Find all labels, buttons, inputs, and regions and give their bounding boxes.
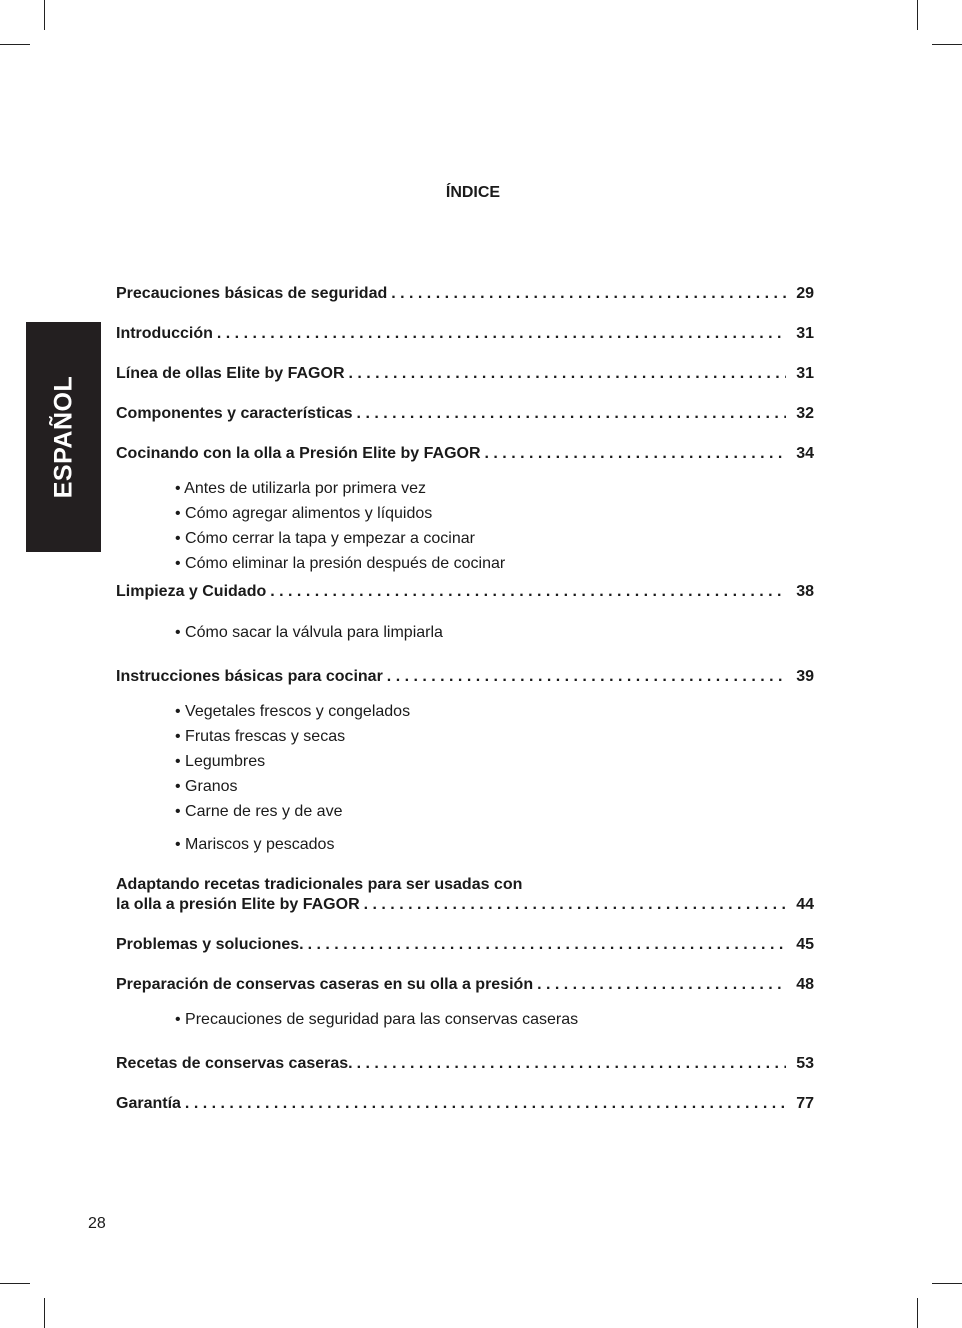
- toc-entry-page: 34: [796, 445, 814, 462]
- crop-mark: [932, 44, 962, 45]
- page-number: 28: [88, 1215, 106, 1232]
- toc-entry-label: Adaptando recetas tradicionales para ser usadas con: [116, 876, 523, 893]
- toc-leader-dots: [217, 324, 786, 344]
- toc-entry-label: Recetas de conservas caseras.: [116, 1055, 353, 1072]
- toc-entry-page: 77: [796, 1095, 814, 1112]
- toc-leader-dots: [391, 284, 786, 304]
- toc-subitem: • Legumbres: [175, 753, 266, 770]
- crop-mark: [44, 0, 45, 30]
- toc-entry-label: Introducción: [116, 325, 213, 342]
- crop-mark: [917, 1298, 918, 1328]
- toc-subitem: • Carne de res y de ave: [175, 803, 343, 820]
- page-title: ÍNDICE: [445, 184, 501, 201]
- table-of-contents: [116, 284, 814, 1114]
- toc-subitem: • Cómo sacar la válvula para limpiarla: [175, 624, 443, 641]
- toc-leader-dots: [270, 582, 786, 602]
- toc-entry-page: 39: [796, 668, 814, 685]
- toc-entry[interactable]: [116, 364, 814, 384]
- toc-entry[interactable]: [116, 1094, 814, 1114]
- toc-entry-page: 31: [796, 325, 814, 342]
- toc-subitem: • Precauciones de seguridad para las conservas caseras: [175, 1011, 579, 1028]
- toc-entry[interactable]: [116, 667, 814, 687]
- toc-entry[interactable]: [116, 582, 814, 602]
- toc-entry-page: 53: [796, 1055, 814, 1072]
- toc-leader-dots: [537, 975, 786, 995]
- toc-entry-label: la olla a presión Elite by FAGOR: [116, 896, 360, 913]
- toc-entry-label: Problemas y soluciones.: [116, 936, 304, 953]
- toc-entry[interactable]: [116, 284, 814, 304]
- language-tab-label: ESPAÑOL: [49, 375, 77, 499]
- toc-entry-label: Línea de ollas Elite by FAGOR: [116, 365, 345, 382]
- toc-entry-label: Garantía: [116, 1095, 181, 1112]
- toc-leader-dots: [387, 667, 786, 687]
- toc-entry-page: 29: [796, 285, 814, 302]
- toc-entry[interactable]: [116, 444, 814, 464]
- crop-mark: [0, 1283, 30, 1284]
- toc-subitems: [116, 1007, 814, 1032]
- toc-entry[interactable]: [116, 404, 814, 424]
- crop-mark: [932, 1283, 962, 1284]
- toc-entry-page: 45: [796, 936, 814, 953]
- toc-entry[interactable]: [116, 1054, 814, 1074]
- toc-entry-label: Componentes y características: [116, 405, 353, 422]
- toc-subitem: • Mariscos y pescados: [175, 836, 335, 853]
- toc-entry-page: 32: [796, 405, 814, 422]
- toc-entry-label: Precauciones básicas de seguridad: [116, 285, 388, 302]
- toc-leader-dots: [308, 935, 786, 955]
- toc-subitem: • Granos: [175, 778, 238, 795]
- toc-subitem: • Cómo agregar alimentos y líquidos: [175, 505, 433, 522]
- toc-entry-label: Cocinando con la olla a Presión Elite by FAGOR: [116, 445, 481, 462]
- toc-subitems: [116, 620, 814, 645]
- toc-entry-page: 48: [796, 976, 814, 993]
- toc-subitem: • Antes de utilizarla por primera vez: [175, 480, 427, 497]
- toc-entry-label: Preparación de conservas caseras en su olla a presión: [116, 976, 534, 993]
- toc-entry-label: Instrucciones básicas para cocinar: [116, 668, 383, 685]
- toc-entry[interactable]: [116, 324, 814, 344]
- toc-entry[interactable]: [116, 935, 814, 955]
- language-tab: [26, 322, 101, 552]
- toc-leader-dots: [185, 1094, 786, 1114]
- toc-entry-page: 38: [796, 583, 814, 600]
- toc-subitems: [116, 476, 814, 576]
- toc-subitems: [116, 699, 814, 857]
- toc-entry-page: 31: [796, 365, 814, 382]
- crop-mark: [917, 0, 918, 30]
- toc-leader-dots: [349, 364, 787, 384]
- toc-entry-label: Limpieza y Cuidado: [116, 583, 267, 600]
- toc-leader-dots: [357, 1054, 786, 1074]
- toc-subitem: • Frutas frescas y secas: [175, 728, 346, 745]
- toc-entry-page: 44: [796, 896, 814, 913]
- toc-subitem: • Vegetales frescos y congelados: [175, 703, 411, 720]
- toc-subitem: • Cómo cerrar la tapa y empezar a cocinar: [175, 530, 475, 547]
- toc-entry[interactable]: [116, 975, 814, 995]
- toc-entry-multiline[interactable]: [116, 875, 814, 915]
- toc-leader-dots: [357, 404, 786, 424]
- crop-mark: [0, 44, 30, 45]
- toc-subitem: • Cómo eliminar la presión después de cocinar: [175, 555, 506, 572]
- toc-leader-dots: [364, 895, 786, 915]
- crop-mark: [44, 1298, 45, 1328]
- toc-leader-dots: [485, 444, 786, 464]
